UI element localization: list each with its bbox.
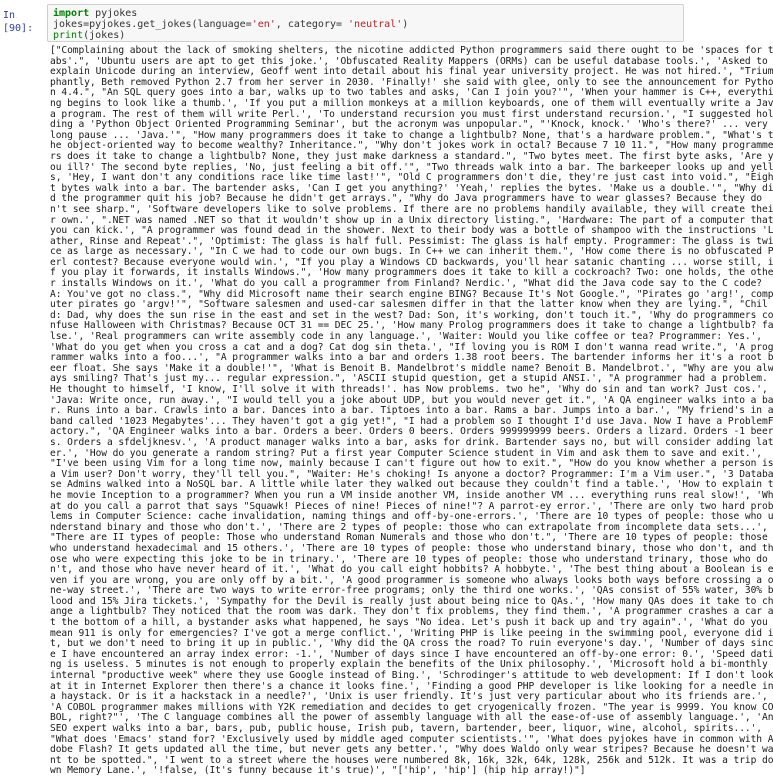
output-line: ng begins to look like a thumb.', 'If you put a million monkeys at a million keyboards, one of them will eventually write a Jav <box>50 97 773 109</box>
output-line: band called '1023 Megabytes'... They haven't got a gig yet!", "I had a problem so I thought I'd use Java. Now I have a ProblemF <box>50 415 773 427</box>
category-kw: , category= <box>275 19 349 30</box>
output-line: n't see sharp.", 'Software developers like to solve problems. If there are no problems handily available, they will create thei <box>50 203 773 215</box>
language-arg: 'en' <box>251 19 276 30</box>
output-line: rammer walks into a foo...', "A programmer walks into a bar and orders 1.38 root beers. The bartender informs her it's a root b <box>50 352 773 364</box>
output-line: who understand hexadecimal and 15 others.', 'There are 10 types of people: those who understand binary, those who don't, and th <box>50 542 773 554</box>
output-line: se Admins walked into a NoSQL bar. A little while later they walked out because they couldn't find a table.', 'How to explain t <box>50 479 773 491</box>
output-line: He thought to himself, 'I know, I'll solve it with threads!'. has Now problems. two he", 'Why do sin and tan work? Just cos.', <box>50 384 768 395</box>
output-line: nfuse Halloween with Christmas? Because OCT 31 == DEC 25.', 'How many Prolog programmers does it take to change a lightbulb? fa <box>50 320 773 332</box>
output-line: nderstand binary and those who don't.', 'There are 2 types of people: those who can extrapolate from incomplete data sets...', <box>50 521 768 533</box>
output-line: ays smiling? That's just my... regular expression.", 'ASCII stupid question, get a stupid ANSI.', "A programmer had a problem. <box>50 373 768 385</box>
output-line: A: You've got no class.", "Why did Microsoft name their search engine BING? Because It's Not Google.", "Pirates go 'arg!', comp <box>50 288 773 300</box>
output-line: actory.", 'QA Engineer walks into a bar. Orders a beer. Orders 0 beers. Orders 999999999 beers. Orders a lizard. Orders -1 beer <box>50 426 773 438</box>
output-line: ["Complaining about the lack of smoking shelters, the nicotine addicted Python programmers said there ought to be 'spaces for t <box>50 45 773 56</box>
output-line: ather, Rinse and Repeat'.", 'Optimist: The glass is half full. Pessimist: The glass is half empty. Programmer: The glass is twi <box>50 235 773 247</box>
print-args: (jokes) <box>83 30 126 41</box>
output-line: ou ill?' The second byte replies, 'No, just feeling a bit off.'", "Two threads walk into a bar. The barkeeper looks up and yell <box>50 161 773 173</box>
output-line: "What does 'Emacs' stand for? 'Exclusively used by middle aged computer scientists.'", 'What does pyjokes have in common with A <box>50 733 773 745</box>
output-line: mean 911 is only for emergencies? I've got a merge conflict.', 'Writing PHP is like peeing in the swimming pool, everyone did i <box>50 627 773 639</box>
output-line: ce as large as necessary.', "In C we had to code our own bugs. In C++ we can inherit them.", 'How come there is no obfuscated P <box>50 246 773 258</box>
output-line: ange a lightbulb? They noticed that the room was dark. They don't fix problems, they find them.', 'A programmer crashes a car a <box>50 606 773 618</box>
output-line: n't, and those who have never heard of it.', 'What do you call eight hobbits? A hobbyte.', 'The best thing about a Boolean is e <box>50 564 773 576</box>
code-line-2 <box>53 19 678 30</box>
output-line: rs does it take to change a lightbulb? None, they just make darkness a standard.", "Two bytes meet. The first byte asks, 'Are y <box>50 150 773 162</box>
output-line: long pause ... 'Java.'", "How many programmers does it take to change a lightbulb? None, that's a hardware problem.", "What's t <box>50 129 773 141</box>
output-line: t, but we don't need to bring it up in public.', 'Why did the QA cross the road? To ruin everyone's day.', 'Number of days sinc <box>50 638 773 650</box>
output-line: BOL, right?"', 'The C language combines all the power of assembly language with all the ease-of-use of assembly language.', 'An <box>50 712 773 724</box>
input-prompt: In [90]: <box>3 10 34 34</box>
code-line-1 <box>53 8 678 19</box>
output-line: n 4.4.", "An SQL query goes into a bar, walks up to two tables and asks, 'Can I join you?'", 'When your hammer is C++, everythi <box>50 87 773 99</box>
output-line: SEO expert walks into a bar, bars, pub, public house, Irish pub, tavern, bartender, beer, liquor, wine, alcohol, spirits...', <box>50 723 762 734</box>
output-line: lood and 15% Jira tickets.', 'Sympathy for the Devil is really just about being nice to QAs.', 'How many QAs does it take to ch <box>50 595 773 607</box>
output-line: "There are II types of people: Those who understand Roman Numerals and those who don't.", 'There are 10 types of people: those <box>50 532 768 544</box>
output-line: a haystack. Or is it a hackstack in a needle?', 'Unix is user friendly. It's just very particular about who its friends are.', <box>50 691 768 703</box>
output-line: eer float. She says 'Make it a double!'", 'What is Benoit B. Mandelbrot's middle name? Benoit B. Mandelbrot.', "Why are you alw <box>50 362 773 374</box>
output-line: phantly, Beth removed Python 2.7 from her server in 2030. 'Finally!' she said with glee, only to see the announcement for Pytho <box>50 76 773 88</box>
output-line: nt to be spotted.", 'I went to a street where the houses were numbered 8k, 16k, 32k, 64k, 128k, 256k and 512k. It was a trip do <box>50 754 773 766</box>
output-line: at do you call a parrot that says "Squawk! Pieces of nine! Pieces of nine!"? A parrot-ey error.', 'There are only two hard prob <box>50 500 773 512</box>
output-line: e I have encountered an array index error: -1.', 'Number of days since I have encountered an off-by-one error: 0.', 'Speed dati <box>50 648 773 660</box>
output-line: a Vim user? Don't worry, they'll tell you.", "Waiter: He's choking! Is anyone a doctor? Programmer: I'm a Vim user.", '3 Databa <box>50 468 773 480</box>
output-line: uter pirates go 'argv!'", "Software salesmen and used-car salesmen differ in that the latter know when they are lying.", "Chil <box>50 299 768 311</box>
print-builtin: print <box>53 30 84 41</box>
import-keyword: import <box>53 8 90 19</box>
output-line: s. Orders a sfdeljknesv.', 'A product manager walks into a bar, asks for drink. Bartender says no, but will consider adding lat <box>50 436 773 448</box>
output-line: er.', 'How do you generate a random string? Put a first year Computer Science student in Vim and ask them to save and exit.', <box>50 447 762 459</box>
output-line: s, 'Hey, I want don't any conditions race like time last!'", "Old C programmers don't die, they're just cast into void.", "Eigh <box>50 172 773 184</box>
output-line: abs'.", 'Ubuntu users are apt to get this joke.', 'Obfuscated Reality Mappers (ORMs) can be useful database tools.', 'Asked to <box>50 55 768 67</box>
output-line: 'What do you get when you cross a cat and a dog? Cat dog sin theta.', "If loving you is ROM I don't wanna read write.", 'A prog <box>50 341 773 353</box>
output-line: he movie Inception to a programmer? When you run a VM inside another VM, inside another VM ... everything runs real slow!', 'Wh <box>50 489 773 501</box>
output-line: r. Runs into a bar. Crawls into a bar. Dances into a bar. Tiptoes into a bar. Rams a bar. Jumps into a bar.', "My friend's in a <box>50 405 773 417</box>
output-line: r own.', ".NET was named .NET so that it wouldn't show up in a Unix directory listing.", 'Hardware: The part of a computer that <box>50 214 773 226</box>
output-line: internal "productive week" where they use Google instead of Bing.', 'Schrodinger's attitude to web development: If I don't look <box>50 670 773 682</box>
output-line: ose who were expecting this joke to be in trinary.', 'There are 10 types of people: those who understand trinary, those who do <box>50 553 768 565</box>
output-line: erl contest? Because everyone would win.', "If you play a Windows CD backwards, you'll hear satanic chanting ... worse still, i <box>50 256 773 268</box>
output-line: wn Memory Lane.', '!false, (It's funny because it's true)', "['hip', 'hip'] (hip hip array!)"] <box>50 765 586 777</box>
module-name: pyjokes <box>89 8 138 19</box>
output-line: r installs Windows on it.', 'What do you call a programmer from Finland? Nerdic.', "What did the Java code say to the C code? <box>50 278 762 290</box>
code-editor[interactable] <box>47 4 684 42</box>
output-line: at it in Internet Explorer then there's a chance it looks fine.', 'Finding a good PHP developer is like looking for a needle in <box>50 680 773 692</box>
output-line: d the programmer quit his job? Because he didn't get arrays.", "Why do Java programmers have to wear glasses? Because they do <box>50 193 762 205</box>
output-line: f you play it forwards, it installs Windows.", 'How many programmers does it take to kill a cockroach? Two: one holds, the othe <box>50 267 773 279</box>
output-line: ng is useless. 5 minutes is not enough to properly explain the benefits of the Unix philosophy.', 'Microsoft hold a bi-monthly <box>50 659 768 671</box>
output-line: dobe Flash? It gets updated all the time, but never gets any better.', "Why does Waldo only wear stripes? Because he doesn't wa <box>50 744 773 756</box>
assignment-call: jokes=pyjokes.get_jokes(language= <box>53 19 252 30</box>
output-line: t bytes walk into a bar. The bartender asks, 'Can I get you anything?' 'Yeah,' replies the bytes. 'Make us a double.'", "Why di <box>50 182 773 194</box>
category-arg: 'neutral' <box>348 19 403 30</box>
code-line-3 <box>53 30 678 41</box>
output-line: lems in Computer Science: cache invalidation, naming things and off-by-one-errors.', 'There are 10 types of people: those who u <box>50 511 773 523</box>
output-line: t the bottom of a hill, a bystander asks what happened, he says "No idea. Let's push it back up and try again".', 'What do you <box>50 617 768 629</box>
cell-output[interactable] <box>47 45 773 777</box>
output-line: ding a 'Python Object Oriented Programming Seminar', but the acronym was unpopular.", "'Knock, knock.' 'Who's there?' ... very <box>50 119 768 131</box>
output-line: a program. The rest of them will write Perl.', 'To understand recursion you must first understand recursion.', "I suggested hol <box>50 108 773 120</box>
output-line: ne-way street.', 'There are two ways to write error-free programs; only the third one works.', 'QAs consist of 55% water, 30% b <box>50 585 773 597</box>
output-line: explain Unicode during an interview, Geoff went into detail about his final year university project. He was not hired.', "Trium <box>50 66 773 78</box>
output-line: you can kick.', "A programmer was found dead in the shower. Next to their body was a bottle of shampoo with the instructions 'L <box>50 225 773 237</box>
output-line: 'A COBOL programmer makes millions with Y2K remediation and decides to get cryogenically frozen. "The year is 9999. You know CO <box>50 701 773 713</box>
stdout-text <box>50 45 773 777</box>
output-line: "I've been using Vim for a long time now, mainly because I can't figure out how to exit.", "How do you know whether a person is <box>50 458 773 470</box>
output-line: d: Dad, why does the sun rise in the east and set in the west? Dad: Son, it's working, don't touch it.", 'Why do programmers co <box>50 309 773 321</box>
output-line: ven if you are wrong, you are only off by a bit.', 'A good programmer is someone who always looks both ways before crossing a o <box>50 574 773 586</box>
output-line: 'Java: Write once, run away.', "I would tell you a joke about UDP, but you would never get it.", 'A QA engineer walks into a ba <box>50 394 773 406</box>
output-line: he object-oriented way to become wealthy? Inheritance.", "Why don't jokes work in octal? Because 7 10 11.", "How many programme <box>50 140 773 152</box>
close-paren: ) <box>402 19 409 30</box>
output-line: lse.', 'Real programmers can write assembly code in any language.', 'Waiter: Would you like coffee or tea? Programmer: Yes.', <box>50 331 762 343</box>
